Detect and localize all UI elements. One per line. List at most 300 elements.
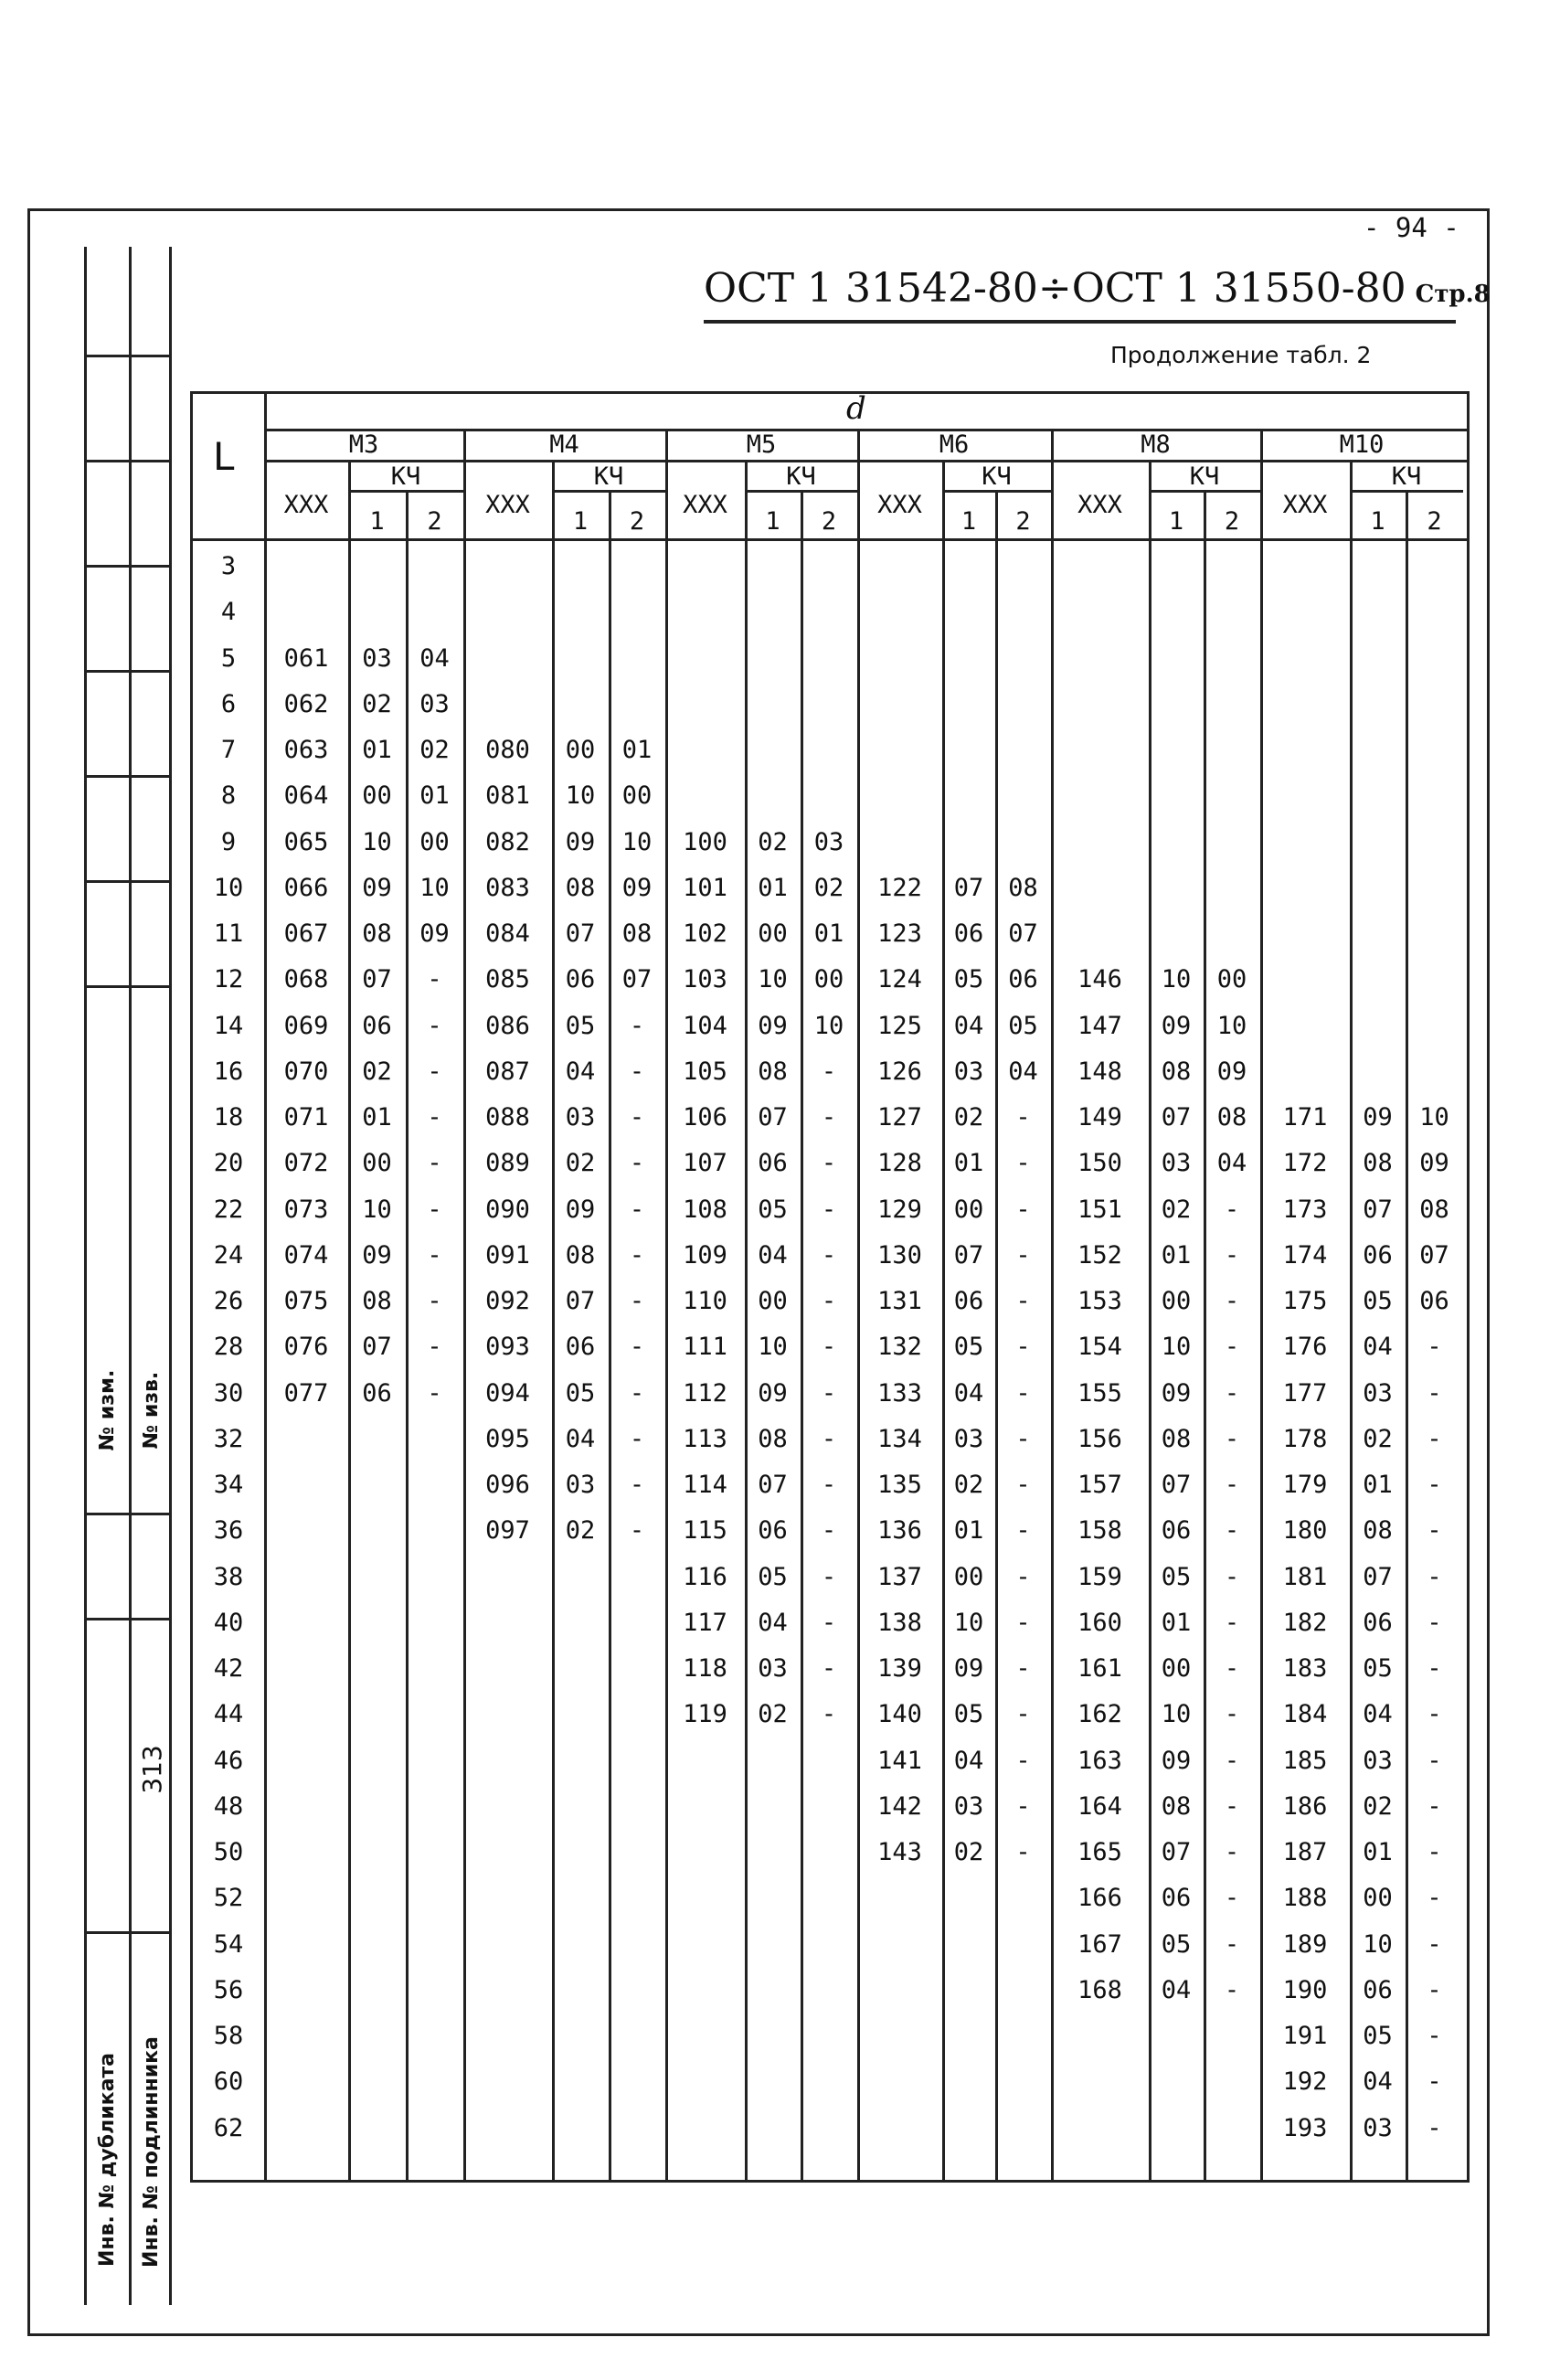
xxx-header: XXX — [283, 491, 329, 519]
table-cell: - — [1427, 1378, 1442, 1408]
table-cell: - — [1427, 1975, 1442, 2004]
table-cell: 117 — [683, 1608, 727, 1637]
table-cell: 10 — [758, 1333, 788, 1362]
table-cell: 097 — [485, 1516, 530, 1546]
table-cell: 03 — [953, 1057, 984, 1086]
table-cell: 146 — [1077, 965, 1122, 994]
table-cell: 07 — [362, 1333, 392, 1362]
row-L-value: 24 — [213, 1240, 244, 1270]
kch-header: КЧ — [1391, 462, 1422, 491]
table-cell: - — [427, 1240, 442, 1270]
table-cell: 08 — [1161, 1424, 1192, 1453]
table-cell: - — [1224, 1838, 1240, 1866]
table-cell: 10 — [813, 1011, 844, 1040]
table-cell: 083 — [485, 873, 530, 902]
table-cell: - — [1427, 1562, 1442, 1591]
row-L-value: 5 — [220, 643, 237, 673]
table-cell: 132 — [877, 1333, 922, 1362]
table-cell: 167 — [1077, 1929, 1122, 1959]
table-cell: - — [1015, 1700, 1031, 1729]
table-cell: 07 — [1419, 1240, 1449, 1270]
table-cell: - — [1224, 1240, 1240, 1270]
table-cell: - — [629, 1287, 645, 1315]
row-L-value: 11 — [213, 919, 244, 948]
table-cell: 04 — [1363, 1700, 1393, 1729]
table-cell: - — [821, 1654, 837, 1683]
table-cell: 092 — [485, 1287, 530, 1315]
col-divider — [942, 460, 945, 2180]
table-cell: 00 — [565, 736, 596, 764]
table-cell: - — [1015, 1149, 1031, 1178]
table-cell: - — [821, 1516, 837, 1546]
table-cell: 10 — [1161, 1700, 1192, 1729]
table-cell: 160 — [1077, 1608, 1122, 1637]
table-cell: 084 — [485, 919, 530, 948]
table-cell: 106 — [683, 1103, 727, 1132]
table-cell: 157 — [1077, 1471, 1122, 1499]
table-cell: 105 — [683, 1057, 727, 1086]
table-cell: 072 — [283, 1149, 329, 1178]
table-cell: 03 — [565, 1103, 596, 1132]
table-cell: 05 — [953, 1333, 984, 1362]
table-cell: 104 — [683, 1011, 727, 1040]
table-cell: 08 — [621, 919, 653, 948]
table-cell: 131 — [877, 1287, 922, 1315]
row-L-value: 3 — [220, 552, 237, 580]
table-cell: 03 — [953, 1424, 984, 1453]
table-cell: 00 — [758, 919, 788, 948]
table-cell: 09 — [1419, 1149, 1449, 1178]
table-cell: - — [821, 1240, 837, 1270]
row-L-value: 50 — [213, 1838, 244, 1866]
row-L-value: 22 — [213, 1195, 244, 1224]
table-cell: 080 — [485, 736, 530, 764]
table-cell: 09 — [1363, 1103, 1393, 1132]
kch-sub-2: 2 — [1224, 507, 1240, 536]
table-cell: 082 — [485, 827, 530, 856]
table-cell: 02 — [758, 1700, 788, 1729]
table-cell: 193 — [1282, 2113, 1328, 2142]
row-L-value: 8 — [220, 781, 237, 811]
table-cell: 08 — [362, 1287, 392, 1315]
table-cell: 122 — [877, 873, 922, 902]
table-cell: 126 — [877, 1057, 922, 1086]
table-cell: - — [1224, 1287, 1240, 1315]
table-cell: 04 — [1161, 1975, 1192, 2004]
table-cell: 05 — [1363, 2022, 1393, 2050]
table-cell: 08 — [1008, 873, 1038, 902]
table-cell: 178 — [1282, 1424, 1328, 1453]
table-cell: 174 — [1282, 1240, 1328, 1270]
table-cell: 155 — [1077, 1378, 1122, 1408]
group-header-m3: M3 — [348, 430, 379, 459]
table-cell: - — [1224, 1562, 1240, 1591]
xxx-header: XXX — [877, 491, 922, 519]
table-cell: - — [821, 1287, 837, 1315]
table-cell: 151 — [1077, 1195, 1122, 1224]
table-cell: 192 — [1282, 2067, 1328, 2097]
table-cell: 09 — [758, 1011, 788, 1040]
table-cell: 100 — [683, 827, 727, 856]
table-cell: 141 — [877, 1746, 922, 1775]
xxx-header: XXX — [1077, 491, 1122, 519]
table-cell: - — [1427, 2113, 1442, 2142]
table-cell: 03 — [419, 689, 450, 718]
table-cell: 02 — [953, 1471, 984, 1499]
table-cell: 04 — [953, 1011, 984, 1040]
table-cell: - — [1427, 1700, 1442, 1729]
table-cell: 05 — [758, 1562, 788, 1591]
table-cell: - — [1427, 1929, 1442, 1959]
table-cell: 07 — [621, 965, 653, 994]
notice-number-label: № изв. — [140, 1371, 163, 1450]
table-cell: 164 — [1077, 1791, 1122, 1821]
table-cell: 179 — [1282, 1471, 1328, 1499]
table-cell: - — [821, 1333, 837, 1362]
table-cell: 01 — [758, 873, 788, 902]
table-cell: - — [1015, 1195, 1031, 1224]
kch-sub-2: 2 — [1015, 507, 1031, 536]
table-cell: 068 — [283, 965, 329, 994]
kch-sub-1: 1 — [1370, 507, 1385, 536]
row-L-value: 62 — [213, 2113, 244, 2142]
table-cell: - — [1427, 1424, 1442, 1453]
table-cell: - — [1427, 1608, 1442, 1637]
table-cell: - — [1427, 1654, 1442, 1683]
row-L-value: 14 — [213, 1011, 244, 1040]
table-cell: 135 — [877, 1471, 922, 1499]
table-cell: - — [1427, 1333, 1442, 1362]
kch-sub-2: 2 — [427, 507, 442, 536]
table-cell: 04 — [953, 1378, 984, 1408]
table-cell: - — [1015, 1471, 1031, 1499]
table-cell: 088 — [485, 1103, 530, 1132]
xxx-header: XXX — [683, 491, 727, 519]
table-cell: 01 — [953, 1149, 984, 1178]
table-cell: - — [629, 1149, 645, 1178]
table-cell: 137 — [877, 1562, 922, 1591]
col-divider — [1149, 460, 1151, 2180]
table-cell: 125 — [877, 1011, 922, 1040]
table-cell: 06 — [1161, 1516, 1192, 1546]
table-cell: 02 — [565, 1516, 596, 1546]
table-cell: 139 — [877, 1654, 922, 1683]
table-cell: - — [1224, 1746, 1240, 1775]
table-cell: 07 — [362, 965, 392, 994]
table-cell: 08 — [1216, 1103, 1247, 1132]
data-table — [190, 391, 1470, 2183]
table-cell: 06 — [1363, 1608, 1393, 1637]
kch-header: КЧ — [390, 462, 421, 491]
kch-sub-1: 1 — [572, 507, 589, 536]
table-cell: 149 — [1077, 1103, 1122, 1132]
row-L-value: 42 — [213, 1654, 244, 1683]
table-cell: 10 — [419, 873, 450, 902]
table-cell: 03 — [362, 643, 392, 673]
table-cell: 110 — [683, 1287, 727, 1315]
table-cell: 08 — [1419, 1195, 1449, 1224]
table-cell: 04 — [1008, 1057, 1038, 1086]
table-cell: - — [821, 1608, 837, 1637]
table-cell: 140 — [877, 1700, 922, 1729]
table-cell: 09 — [1161, 1011, 1192, 1040]
table-cell: - — [821, 1562, 837, 1591]
row-L-value: 38 — [213, 1562, 244, 1591]
table-cell: 10 — [621, 827, 653, 856]
table-cell: 02 — [1363, 1424, 1393, 1453]
table-cell: - — [1224, 1884, 1240, 1913]
table-cell: - — [427, 1287, 442, 1315]
table-cell: 10 — [362, 1195, 392, 1224]
table-cell: 183 — [1282, 1654, 1328, 1683]
table-cell: 063 — [283, 736, 329, 764]
table-cell: 190 — [1282, 1975, 1328, 2004]
table-cell: 118 — [683, 1654, 727, 1683]
table-cell: 124 — [877, 965, 922, 994]
table-cell: 093 — [485, 1333, 530, 1362]
table-cell: - — [1015, 1838, 1031, 1866]
table-cell: - — [1224, 1333, 1240, 1362]
table-cell: 066 — [283, 873, 329, 902]
group-header-m4: M4 — [549, 430, 579, 459]
table-cell: 138 — [877, 1608, 922, 1637]
table-cell: 02 — [953, 1838, 984, 1866]
table-cell: - — [1427, 1884, 1442, 1913]
table-cell: 062 — [283, 689, 329, 718]
table-cell: 06 — [1161, 1884, 1192, 1913]
table-cell: 119 — [683, 1700, 727, 1729]
table-cell: 02 — [419, 736, 450, 764]
table-cell: 00 — [621, 781, 653, 811]
table-cell: - — [1224, 1378, 1240, 1408]
table-cell: 10 — [1419, 1103, 1449, 1132]
table-cell: 08 — [565, 1240, 596, 1270]
table-cell: 02 — [362, 1057, 392, 1086]
table-cell: 05 — [953, 965, 984, 994]
table-cell: - — [629, 1471, 645, 1499]
row-L-value: 30 — [213, 1378, 244, 1408]
table-cell: 03 — [1161, 1149, 1192, 1178]
group-header-m8: M8 — [1141, 430, 1171, 459]
table-cell: 071 — [283, 1103, 329, 1132]
table-cell: 067 — [283, 919, 329, 948]
table-cell: 05 — [565, 1011, 596, 1040]
table-cell: - — [821, 1424, 837, 1453]
table-cell: 05 — [1363, 1654, 1393, 1683]
table-cell: 086 — [485, 1011, 530, 1040]
table-cell: - — [1015, 1287, 1031, 1315]
header-divider — [264, 460, 1467, 462]
table-cell: 06 — [1008, 965, 1038, 994]
table-cell: 112 — [683, 1378, 727, 1408]
table-cell: 07 — [1161, 1103, 1192, 1132]
table-cell: 08 — [1363, 1149, 1393, 1178]
table-cell: - — [629, 1011, 645, 1040]
table-cell: 166 — [1077, 1884, 1122, 1913]
table-cell: 04 — [758, 1240, 788, 1270]
table-cell: 08 — [362, 919, 392, 948]
table-cell: 06 — [565, 1333, 596, 1362]
table-cell: 075 — [283, 1287, 329, 1315]
original-inventory-label: Инв. № подлинника — [140, 2036, 163, 2268]
xxx-header: XXX — [485, 491, 530, 519]
table-cell: 074 — [283, 1240, 329, 1270]
table-cell: 077 — [283, 1378, 329, 1408]
row-L-value: 40 — [213, 1608, 244, 1637]
table-cell: 04 — [953, 1746, 984, 1775]
table-cell: - — [629, 1424, 645, 1453]
table-cell: 159 — [1077, 1562, 1122, 1591]
table-cell: 06 — [1363, 1240, 1393, 1270]
table-cell: 03 — [758, 1654, 788, 1683]
table-cell: 01 — [813, 919, 844, 948]
kch-sub-2: 2 — [629, 507, 645, 536]
table-cell: 152 — [1077, 1240, 1122, 1270]
table-cell: - — [821, 1700, 837, 1729]
table-cell: 10 — [1216, 1011, 1247, 1040]
table-cell: 10 — [758, 965, 788, 994]
table-cell: 04 — [1216, 1149, 1247, 1178]
table-cell: 06 — [362, 1011, 392, 1040]
table-cell: 171 — [1282, 1103, 1328, 1132]
table-cell: 163 — [1077, 1746, 1122, 1775]
table-cell: 00 — [1363, 1884, 1393, 1913]
table-cell: 128 — [877, 1149, 922, 1178]
table-cell: 09 — [419, 919, 450, 948]
row-L-value: 6 — [220, 689, 237, 718]
table-cell: 184 — [1282, 1700, 1328, 1729]
table-cell: - — [629, 1516, 645, 1546]
table-cell: 136 — [877, 1516, 922, 1546]
table-cell: 06 — [565, 965, 596, 994]
table-cell: 129 — [877, 1195, 922, 1224]
page-number: - 94 - — [1364, 212, 1459, 243]
table-cell: 00 — [1216, 965, 1247, 994]
table-cell: 08 — [758, 1057, 788, 1086]
table-cell: - — [1224, 1929, 1240, 1959]
table-cell: 05 — [953, 1700, 984, 1729]
table-cell: 06 — [758, 1516, 788, 1546]
row-L-value: 16 — [213, 1057, 244, 1086]
row-L-value: 34 — [213, 1471, 244, 1499]
table-cell: 095 — [485, 1424, 530, 1453]
kch-sub-1: 1 — [765, 507, 780, 536]
kch-header: КЧ — [593, 462, 624, 491]
table-cell: 07 — [1363, 1562, 1393, 1591]
table-cell: 07 — [565, 919, 596, 948]
table-cell: 109 — [683, 1240, 727, 1270]
table-cell: 076 — [283, 1333, 329, 1362]
table-cell: 180 — [1282, 1516, 1328, 1546]
table-cell: - — [427, 1149, 442, 1178]
col-divider — [745, 460, 748, 2180]
table-cell: 00 — [953, 1195, 984, 1224]
table-cell: 09 — [953, 1654, 984, 1683]
table-cell: - — [1224, 1424, 1240, 1453]
table-cell: 05 — [565, 1378, 596, 1408]
table-cell: - — [1015, 1746, 1031, 1775]
row-L-value: 26 — [213, 1287, 244, 1315]
table-cell: 191 — [1282, 2022, 1328, 2050]
row-L-value: 44 — [213, 1700, 244, 1729]
row-L-value: 36 — [213, 1516, 244, 1546]
table-cell: - — [629, 1195, 645, 1224]
table-cell: 05 — [1363, 1287, 1393, 1315]
table-cell: 01 — [1161, 1608, 1192, 1637]
table-cell: 06 — [1363, 1975, 1393, 2004]
table-cell: - — [1015, 1424, 1031, 1453]
table-cell: 08 — [1161, 1791, 1192, 1821]
row-header-L: L — [213, 434, 235, 479]
row-L-value: 46 — [213, 1746, 244, 1775]
table-cell: 153 — [1077, 1287, 1122, 1315]
table-cell: 065 — [283, 827, 329, 856]
table-cell: 069 — [283, 1011, 329, 1040]
kch-header: КЧ — [786, 462, 816, 491]
table-cell: - — [1427, 1791, 1442, 1821]
table-cell: 03 — [813, 827, 844, 856]
table-cell: 188 — [1282, 1884, 1328, 1913]
side-divider — [129, 247, 132, 2305]
table-cell: 108 — [683, 1195, 727, 1224]
table-cell: 00 — [758, 1287, 788, 1315]
table-cell: 00 — [953, 1562, 984, 1591]
table-cell: - — [1427, 1746, 1442, 1775]
table-cell: 115 — [683, 1516, 727, 1546]
table-cell: 150 — [1077, 1149, 1122, 1178]
table-cell: - — [427, 1333, 442, 1362]
table-cell: 06 — [362, 1378, 392, 1408]
table-cell: 064 — [283, 781, 329, 811]
table-cell: 05 — [1161, 1929, 1192, 1959]
table-cell: - — [1015, 1333, 1031, 1362]
table-cell: - — [821, 1195, 837, 1224]
table-cell: 06 — [758, 1149, 788, 1178]
table-cell: 09 — [565, 1195, 596, 1224]
table-cell: 10 — [1161, 965, 1192, 994]
row-L-value: 10 — [213, 873, 244, 902]
group-header-m10: M10 — [1339, 430, 1385, 459]
table-cell: 091 — [485, 1240, 530, 1270]
table-cell: - — [1015, 1654, 1031, 1683]
table-cell: 130 — [877, 1240, 922, 1270]
table-cell: 143 — [877, 1838, 922, 1866]
table-cell: - — [821, 1378, 837, 1408]
table-cell: 09 — [758, 1378, 788, 1408]
table-cell: 04 — [565, 1424, 596, 1453]
table-cell: 175 — [1282, 1287, 1328, 1315]
table-cell: 00 — [419, 827, 450, 856]
row-L-value: 9 — [220, 827, 237, 856]
table-cell: 01 — [362, 1103, 392, 1132]
row-L-value: 20 — [213, 1149, 244, 1178]
table-cell: - — [1224, 1791, 1240, 1821]
table-cell: - — [821, 1471, 837, 1499]
table-cell: 182 — [1282, 1608, 1328, 1637]
table-cell: 116 — [683, 1562, 727, 1591]
table-cell: 07 — [1161, 1471, 1192, 1499]
table-cell: 103 — [683, 965, 727, 994]
table-cell: - — [1224, 1608, 1240, 1637]
table-cell: 00 — [362, 781, 392, 811]
table-cell: 176 — [1282, 1333, 1328, 1362]
table-cell: 101 — [683, 873, 727, 902]
table-cell: 111 — [683, 1333, 727, 1362]
table-cell: 08 — [565, 873, 596, 902]
table-cell: 03 — [953, 1791, 984, 1821]
kch-sub-1: 1 — [960, 507, 977, 536]
change-number-label: № изм. — [96, 1369, 119, 1451]
